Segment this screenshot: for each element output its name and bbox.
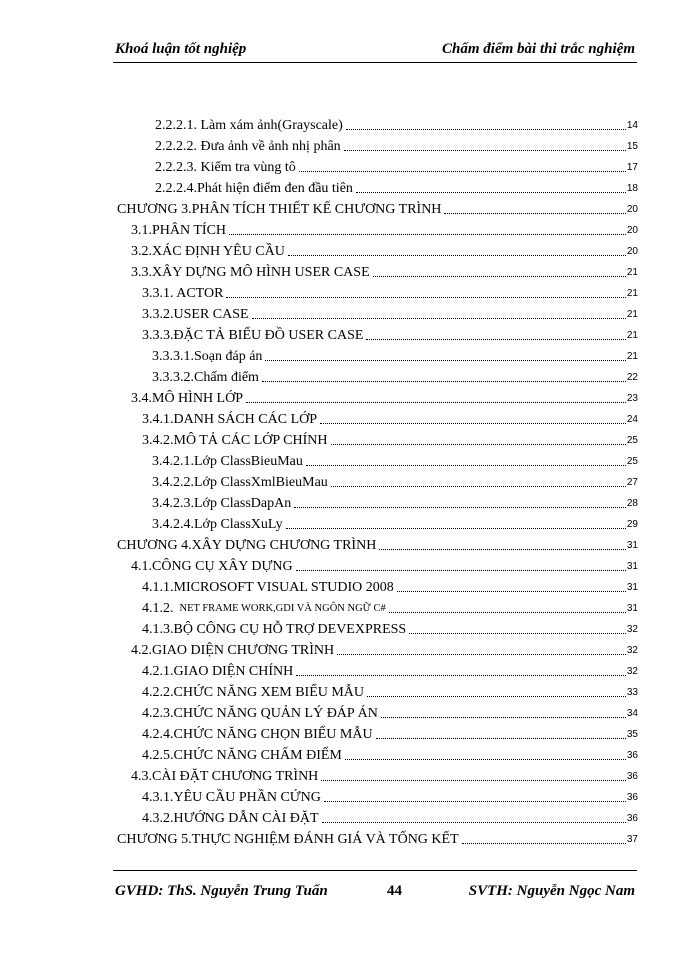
toc-leader-dots	[379, 548, 626, 550]
toc-leader-dots	[321, 779, 626, 781]
toc-entry[interactable]	[152, 471, 638, 491]
toc-leader-dots	[376, 737, 626, 739]
toc-entry-page: 14	[626, 120, 638, 131]
toc-entry[interactable]	[155, 177, 638, 197]
toc-entry-label: 3.4.2.1.Lớp ClassBieuMau	[152, 454, 303, 469]
toc-entry-page: 32	[626, 645, 638, 656]
toc-entry-label: 4.2.3.CHỨC NĂNG QUẢN LÝ ĐÁP ÁN	[142, 706, 378, 721]
toc-entry-page: 24	[626, 414, 638, 425]
toc-entry[interactable]	[142, 660, 638, 680]
toc-leader-dots	[322, 821, 626, 823]
footer-supervisor: GVHD: ThS. Nguyễn Trung Tuấn	[115, 883, 328, 899]
toc-entry-label: 2.2.2.4.Phát hiện điểm đen đầu tiên	[155, 181, 353, 196]
toc-entry-page: 35	[626, 729, 638, 740]
toc-entry[interactable]	[155, 156, 638, 176]
toc-entry-page: 20	[626, 246, 638, 257]
toc-leader-dots	[345, 758, 626, 760]
toc-entry-page: 31	[626, 603, 638, 614]
toc-leader-dots	[306, 464, 626, 466]
toc-entry-label: 3.4.MÔ HÌNH LỚP	[131, 391, 243, 406]
toc-leader-dots	[299, 170, 626, 172]
toc-leader-dots	[366, 338, 625, 340]
toc-entry-label: 3.4.2.MÔ TẢ CÁC LỚP CHÍNH	[142, 433, 328, 448]
toc-entry-label: 4.2.4.CHỨC NĂNG CHỌN BIỂU MẪU	[142, 727, 373, 742]
toc-entry-label: 3.4.2.4.Lớp ClassXuLy	[152, 517, 283, 532]
toc-entry[interactable]	[155, 135, 638, 155]
toc-entry[interactable]	[142, 597, 638, 617]
toc-entry-page: 33	[626, 687, 638, 698]
toc-leader-dots	[229, 233, 626, 235]
toc-leader-dots	[373, 275, 626, 277]
toc-entry-page: 37	[626, 834, 638, 845]
toc-entry-label: 4.2.GIAO DIỆN CHƯƠNG TRÌNH	[131, 643, 335, 658]
toc-leader-dots	[246, 401, 626, 403]
toc-entry[interactable]	[142, 681, 638, 701]
toc-entry-label: 4.1.1.MICROSOFT VISUAL STUDIO 2008	[142, 580, 394, 595]
toc-entry-label: 3.4.1.DANH SÁCH CÁC LỚP	[142, 412, 318, 427]
page-footer	[113, 870, 637, 905]
toc-entry-label: 4.3.1.YÊU CẦU PHẦN CỨNG	[142, 790, 321, 805]
toc-entry-page: 20	[626, 204, 638, 215]
toc-entry-page: 31	[626, 561, 638, 572]
toc-entry[interactable]	[142, 807, 638, 827]
toc-leader-dots	[331, 443, 626, 445]
toc-entry-label: 4.1.CÔNG CỤ XÂY DỰNG	[131, 559, 293, 574]
toc-entry[interactable]	[142, 723, 638, 743]
toc-leader-dots	[296, 674, 626, 676]
toc-entry-page: 31	[626, 540, 638, 551]
toc-entry-page: 29	[626, 519, 638, 530]
toc-leader-dots	[344, 149, 626, 151]
toc-entry[interactable]	[131, 639, 638, 659]
toc-entry[interactable]	[142, 429, 638, 449]
toc-entry-page: 36	[626, 750, 638, 761]
toc-leader-dots	[331, 485, 626, 487]
toc-entry-label: 4.3.2.HƯỚNG DẪN CÀI ĐẶT	[142, 811, 319, 826]
toc-leader-dots	[294, 506, 626, 508]
toc-entry-page: 28	[626, 498, 638, 509]
toc-entry-label: CHƯƠNG 3.PHÂN TÍCH THIẾT KẾ CHƯƠNG TRÌNH	[117, 202, 442, 217]
toc-chapter-entry[interactable]	[117, 828, 638, 848]
toc-leader-dots	[356, 191, 626, 193]
toc-leader-dots	[367, 695, 626, 697]
toc-entry-page: 21	[626, 351, 638, 362]
toc-leader-dots	[252, 317, 626, 319]
toc-entry-label: CHƯƠNG 4.XÂY DỰNG CHƯƠNG TRÌNH	[117, 538, 377, 553]
toc-entry[interactable]	[142, 282, 638, 302]
toc-entry-label: 4.1.2.	[142, 601, 174, 616]
toc-entry[interactable]	[142, 786, 638, 806]
toc-entry-page: 25	[626, 456, 638, 467]
toc-entry-page: 17	[626, 162, 638, 173]
toc-entry[interactable]	[152, 492, 638, 512]
toc-entry-label: 4.3.CÀI ĐẶT CHƯƠNG TRÌNH	[131, 769, 319, 784]
header-topic-title: Chấm điểm bài thi trắc nghiệm	[442, 41, 635, 57]
toc-chapter-entry[interactable]	[117, 198, 638, 218]
toc-entry[interactable]	[131, 765, 638, 785]
toc-entry-page: 21	[626, 267, 638, 278]
toc-entry[interactable]	[142, 408, 638, 428]
toc-entry[interactable]	[131, 555, 638, 575]
footer-student: SVTH: Nguyễn Ngọc Nam	[468, 883, 635, 899]
toc-entry[interactable]	[142, 303, 638, 323]
toc-entry-label: 2.2.2.3. Kiểm tra vùng tô	[155, 160, 296, 175]
toc-entry-page: 36	[626, 792, 638, 803]
toc-leader-dots	[324, 800, 626, 802]
toc-entry[interactable]	[152, 513, 638, 533]
toc-entry-page: 32	[626, 624, 638, 635]
toc-entry[interactable]	[142, 618, 638, 638]
toc-entry-page: 18	[626, 183, 638, 194]
toc-entry-label: 2.2.2.2. Đưa ảnh về ảnh nhị phân	[155, 139, 341, 154]
page-number: 44	[387, 883, 402, 899]
toc-leader-dots	[346, 128, 626, 130]
toc-entry-page: 36	[626, 813, 638, 824]
toc-chapter-entry[interactable]	[117, 534, 638, 554]
toc-leader-dots	[389, 611, 626, 613]
toc-leader-dots	[462, 842, 626, 844]
toc-entry-label: 3.3.2.USER CASE	[142, 307, 249, 322]
toc-leader-dots	[226, 296, 625, 298]
toc-entry[interactable]	[131, 261, 638, 281]
toc-entry-label: 3.3.3.2.Chấm điểm	[152, 370, 259, 385]
toc-entry-label-suffix: NET FRAME WORK,GDI VÀ NGÔN NGỮ C#	[179, 603, 386, 614]
toc-entry-page: 34	[626, 708, 638, 719]
toc-leader-dots	[444, 212, 625, 214]
toc-leader-dots	[296, 569, 626, 571]
toc-entry[interactable]	[152, 345, 638, 365]
toc-entry-label: 4.2.1.GIAO DIỆN CHÍNH	[142, 664, 294, 679]
toc-entry-label: 3.4.2.3.Lớp ClassDapAn	[152, 496, 292, 511]
toc-entry-page: 32	[626, 666, 638, 677]
toc-entry-page: 20	[626, 225, 638, 236]
toc-entry-page: 36	[626, 771, 638, 782]
toc-entry[interactable]	[131, 387, 638, 407]
toc-entry-page: 23	[626, 393, 638, 404]
toc-leader-dots	[288, 254, 626, 256]
toc-entry[interactable]	[142, 324, 638, 344]
toc-entry-label: 2.2.2.1. Làm xám ảnh(Grayscale)	[155, 118, 343, 133]
toc-entry-page: 15	[626, 141, 638, 152]
toc-entry-label: 3.3.XÂY DỰNG MÔ HÌNH USER CASE	[131, 265, 370, 280]
toc-entry-label: 3.3.3.ĐẶC TẢ BIỂU ĐỒ USER CASE	[142, 328, 364, 343]
toc-entry-page: 21	[626, 309, 638, 320]
toc-entry-page: 31	[626, 582, 638, 593]
toc-entry-label: 3.3.1. ACTOR	[142, 286, 224, 301]
toc-leader-dots	[286, 527, 626, 529]
toc-leader-dots	[265, 359, 625, 361]
toc-entry-page: 21	[626, 330, 638, 341]
toc-entry-label: 3.1.PHÂN TÍCH	[131, 223, 227, 238]
toc-entry-label: 3.3.3.1.Soạn đáp án	[152, 349, 263, 364]
toc-entry[interactable]	[131, 240, 638, 260]
toc-entry[interactable]	[131, 219, 638, 239]
toc-leader-dots	[409, 632, 626, 634]
toc-entry-label: 4.1.3.BỘ CÔNG CỤ HỖ TRỢ DEVEXPRESS	[142, 622, 407, 637]
toc-entry-label: 3.4.2.2.Lớp ClassXmlBieuMau	[152, 475, 328, 490]
toc-leader-dots	[337, 653, 626, 655]
toc-entry[interactable]	[152, 366, 638, 386]
toc-entry-page: 25	[626, 435, 638, 446]
toc-entry[interactable]	[152, 450, 638, 470]
toc-leader-dots	[397, 590, 626, 592]
toc-leader-dots	[262, 380, 626, 382]
header-thesis-label: Khoá luận tốt nghiệp	[115, 41, 247, 57]
page-header	[113, 40, 637, 63]
toc-entry-label: 4.2.5.CHỨC NĂNG CHẤM ĐIỂM	[142, 748, 342, 763]
toc-entry-label: 3.2.XÁC ĐỊNH YÊU CẦU	[131, 244, 285, 259]
toc-entry[interactable]	[142, 702, 638, 722]
toc-leader-dots	[381, 716, 626, 718]
toc-leader-dots	[320, 422, 626, 424]
toc-entry-page: 27	[626, 477, 638, 488]
toc-entry-page: 21	[626, 288, 638, 299]
toc-entry[interactable]	[142, 576, 638, 596]
toc-entry-label: CHƯƠNG 5.THỰC NGHIỆM ĐÁNH GIÁ VÀ TỔNG KẾT	[117, 832, 459, 847]
toc-entry-label: 4.2.2.CHỨC NĂNG XEM BIỂU MẪU	[142, 685, 365, 700]
toc-entry[interactable]	[142, 744, 638, 764]
toc-entry-page: 22	[626, 372, 638, 383]
toc-entry[interactable]	[155, 114, 638, 134]
